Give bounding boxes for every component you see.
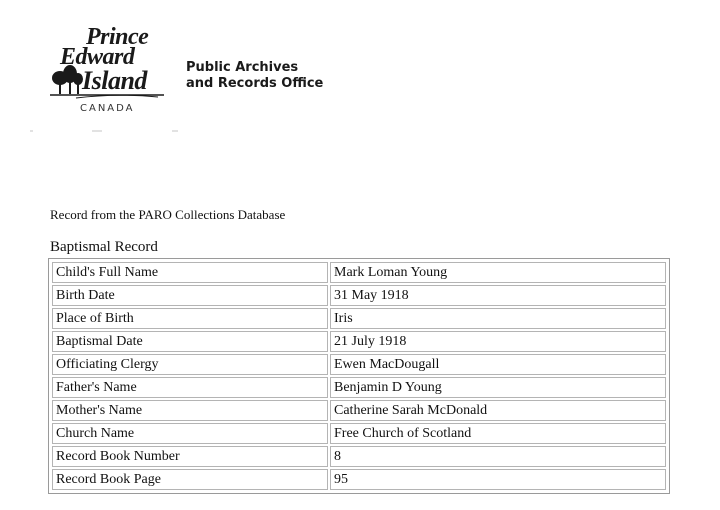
- scan-speck: [30, 130, 33, 132]
- field-label: Birth Date: [52, 285, 328, 306]
- logo-country: CANADA: [80, 103, 135, 114]
- table-row: [52, 377, 666, 398]
- field-value: 31 May 1918: [330, 285, 666, 306]
- table-row: [52, 331, 666, 352]
- pei-logo: [46, 22, 176, 117]
- table-row: [52, 446, 666, 467]
- field-label: Mother's Name: [52, 400, 328, 421]
- scan-speck: [172, 130, 178, 132]
- field-label: Baptismal Date: [52, 331, 328, 352]
- table-row: [52, 400, 666, 421]
- table-row: [52, 285, 666, 306]
- logo-word-2: Edward: [60, 44, 135, 70]
- field-value: Iris: [330, 308, 666, 329]
- logo-word-1: Prince: [86, 24, 149, 50]
- office-name: [186, 60, 323, 92]
- table-row: [52, 308, 666, 329]
- table-row: [52, 469, 666, 490]
- field-label: Record Book Number: [52, 446, 328, 467]
- table-row: [52, 262, 666, 283]
- field-value: Free Church of Scotland: [330, 423, 666, 444]
- scan-speck: [92, 130, 102, 132]
- field-value: Benjamin D Young: [330, 377, 666, 398]
- field-label: Church Name: [52, 423, 328, 444]
- field-value: 21 July 1918: [330, 331, 666, 352]
- table-row: [52, 423, 666, 444]
- field-label: Record Book Page: [52, 469, 328, 490]
- table-row: [52, 354, 666, 375]
- office-name-line-1: Public Archives: [186, 60, 299, 75]
- logo-word-3: Island: [82, 66, 147, 95]
- field-label: Father's Name: [52, 377, 328, 398]
- field-label: Officiating Clergy: [52, 354, 328, 375]
- record-caption: Baptismal Record: [50, 239, 158, 255]
- field-value: Ewen MacDougall: [330, 354, 666, 375]
- office-name-line-2: and Records Office: [186, 76, 324, 91]
- field-label: Child's Full Name: [52, 262, 328, 283]
- field-label: Place of Birth: [52, 308, 328, 329]
- record-table: [48, 258, 670, 494]
- page-subtitle: Record from the PARO Collections Database: [50, 207, 286, 222]
- field-value: 8: [330, 446, 666, 467]
- field-value: Catherine Sarah McDonald: [330, 400, 666, 421]
- field-value: 95: [330, 469, 666, 490]
- field-value: Mark Loman Young: [330, 262, 666, 283]
